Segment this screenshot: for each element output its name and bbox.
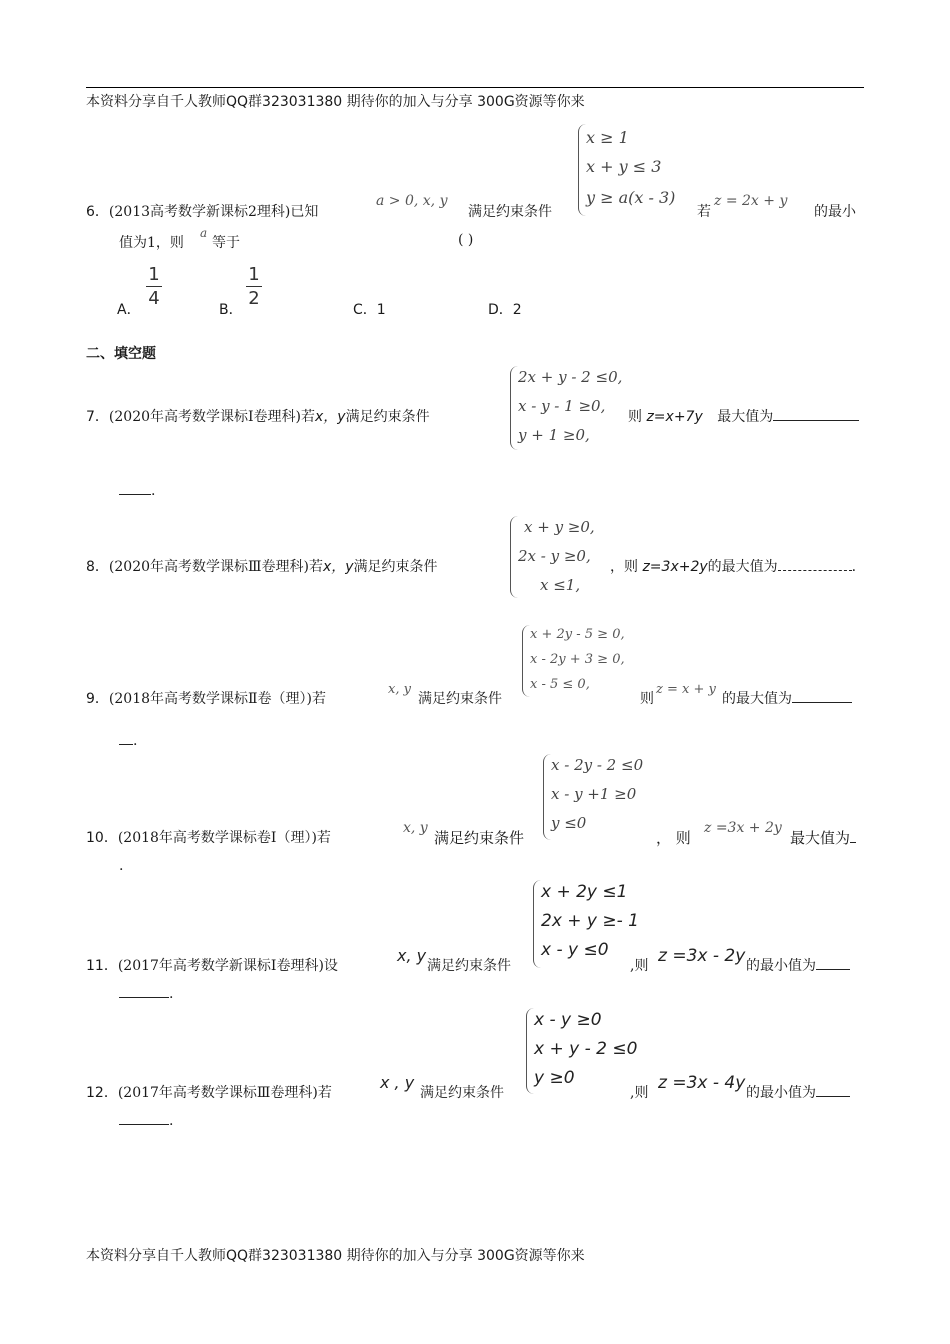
q11-answer-blank[interactable] [816,968,850,970]
q6-condition: a > 0, x, y [376,193,448,209]
q12-answer-blank[interactable] [816,1095,850,1097]
q8-vars: x，y [322,559,354,575]
footer-text: 本资料分享自千人教师QQ群323031380 期待你的加入与分享 300G资源等你来 [86,1248,585,1264]
q7-answer-blank[interactable] [773,419,859,421]
q9-mid: 满足约束条件 [418,691,502,707]
q10-source: (2018年高考数学课标卷Ⅰ（理）)若 [117,830,331,846]
q11-tail: 的最小值为 [746,958,816,974]
q7-sys-2: x - y - 1 ≥0, [518,397,606,415]
q7-then [628,406,859,426]
q6-option-a-fraction [146,264,162,309]
q12-mid: 满足约束条件 [420,1085,504,1101]
q11-source: (2017年高考数学新课标Ⅰ卷理科)设 [117,958,338,974]
q7-sys-3: y + 1 ≥0, [518,426,590,444]
q7-vars: x，y [315,409,346,425]
q10-sys-1: x - 2y - 2 ≤0 [551,756,644,774]
q12-then: ,则 [630,1085,649,1101]
q11-tail-wrap [746,955,850,975]
q9-sys-2: x - 2y + 3 ≥ 0, [530,652,625,667]
q9-line2 [119,733,137,749]
q6-source: (2013高考数学新课标2理科)已知 [108,204,319,220]
q6-option-b-label: B． [219,302,243,318]
q8-source: (2020年高考数学课标Ⅲ卷理科)若 [108,559,323,575]
q10-line1 [86,827,331,847]
q8-sys-1: x + y ≥0, [524,518,595,536]
q6-sys-1: x ≥ 1 [586,128,629,147]
q6-number: 6． [86,204,109,220]
q7-period: . [151,483,156,499]
q12-sys-1: x - y ≥0 [534,1010,602,1030]
q10-vars: x, y [403,820,428,836]
q6-var-a: a [200,226,208,240]
q6-option-c [353,299,386,319]
q7-line2 [119,483,155,499]
q12-sys-3: y ≥0 [534,1068,575,1088]
q9-vars: x, y [388,682,411,697]
q8-tail: 的最大值为 [707,559,778,575]
q6-tail: 的最小 [814,204,856,220]
q6-option-c-value: 1 [376,302,386,318]
q7-answer-blank-cont[interactable] [119,493,151,495]
q8-then [610,556,856,576]
q12-period: . [169,1113,174,1129]
q12-line1 [86,1082,332,1102]
q9-tail-wrap [722,688,852,708]
q9-sys-3: x - 5 ≤ 0, [530,677,590,692]
q6-paren: ( ) [458,232,474,248]
q9-line1 [86,688,326,708]
q9-then: 则 [640,691,654,707]
q9-answer-blank-cont[interactable] [119,743,133,745]
q11-answer-blank-cont[interactable] [119,996,169,998]
q11-vars: x, y [397,946,427,965]
q11-line2 [119,986,173,1002]
header-text: 本资料分享自千人教师QQ群323031380 期待你的加入与分享 300G资源等你来 [86,94,585,110]
q8-sys-3: x ≤1, [540,576,581,594]
q8-objective: z=3x+2y [642,559,708,575]
q12-tail-wrap [746,1082,850,1102]
q10-tail: 最大值为 [790,829,851,847]
q9-tail: 的最大值为 [722,691,792,707]
q6-sys-2: x + y ≤ 3 [586,157,662,176]
q11-mid: 满足约束条件 [427,958,511,974]
q6-option-b-den: 2 [248,288,260,309]
q7-source: (2020年高考数学课标Ⅰ卷理科)若 [108,409,316,425]
q7-mid: 满足约束条件 [345,409,430,425]
q6-option-d-value: 2 [512,302,522,318]
q8-number: 8． [86,559,109,575]
q10-sys-2: x - y +1 ≥0 [551,785,637,803]
q6-option-d-label: D． [488,302,513,318]
q11-sys-1: x + 2y ≤1 [541,882,628,902]
q6-line2b: 等于 [212,235,240,251]
q6-mid: 满足约束条件 [468,204,552,220]
q11-sys-2: 2x + y ≥- 1 [541,911,639,931]
q6-option-a-den: 4 [148,288,160,309]
q10-tail-wrap [790,827,856,848]
q10-number: 10． [86,830,118,846]
q9-brace [522,625,530,697]
q12-objective: z =3x - 4y [658,1073,746,1093]
q11-number: 11． [86,958,118,974]
q7-number: 7． [86,409,109,425]
q10-sys-3: y ≤0 [551,814,587,832]
q10-answer-blank[interactable] [850,841,856,843]
q11-sys-3: x - y ≤0 [541,940,609,960]
q8-sys-2: 2x - y ≥0, [518,547,591,565]
q10-brace [543,754,551,840]
q8-mid: 满足约束条件 [353,559,438,575]
q9-source: (2018年高考数学课标Ⅱ卷（理）)若 [108,691,326,707]
q8-line1 [86,556,438,576]
q12-vars: x , y [380,1073,415,1092]
q10-period: . [119,858,124,874]
q12-line2 [119,1113,173,1129]
q6-sys-3: y ≥ a(x - 3) [586,188,676,207]
q12-sys-2: x + y - 2 ≤0 [534,1039,638,1059]
q11-period: . [169,986,174,1002]
q6-line2: 值为1，则 [119,235,184,251]
q8-answer-blank[interactable] [778,569,852,571]
q12-tail: 的最小值为 [746,1085,816,1101]
q7-line1 [86,406,430,426]
header-rule [86,87,864,88]
q12-number: 12． [86,1085,118,1101]
q6-option-a-label: A． [117,302,141,318]
q8-then-text: ，则 [610,559,638,575]
q12-source: (2017年高考数学课标Ⅲ卷理科)若 [117,1085,332,1101]
q9-number: 9． [86,691,109,707]
q6-option-b-fraction [246,264,262,309]
q7-then-text: 则 [628,409,642,425]
q9-sys-1: x + 2y - 5 ≥ 0, [530,627,625,642]
q6-line1 [86,201,318,221]
q7-sys-1: 2x + y - 2 ≤0, [518,368,623,386]
q11-then: ,则 [630,958,649,974]
q9-objective: z = x + y [656,682,716,697]
q7-tail: 最大值为 [717,409,774,425]
q6-option-c-label: C． [353,302,377,318]
q6-option-a-num: 1 [148,264,160,285]
q10-then: ， 则 [656,829,691,847]
q8-period: . [851,559,857,575]
q7-objective: z=x+7y [646,409,703,425]
q9-period: . [133,733,138,749]
q11-objective: z =3x - 2y [658,946,746,966]
q10-objective: z =3x + 2y [704,820,782,836]
q11-line1 [86,955,338,975]
q9-answer-blank[interactable] [792,701,852,703]
section-title: 二、填空题 [86,346,156,362]
q6-if: 若 [697,204,711,220]
q6-objective: z = 2x + y [714,193,788,209]
q6-option-b-num: 1 [248,264,260,285]
q10-mid: 满足约束条件 [434,829,525,847]
q12-answer-blank-cont[interactable] [119,1123,169,1125]
q6-option-d [488,299,522,319]
